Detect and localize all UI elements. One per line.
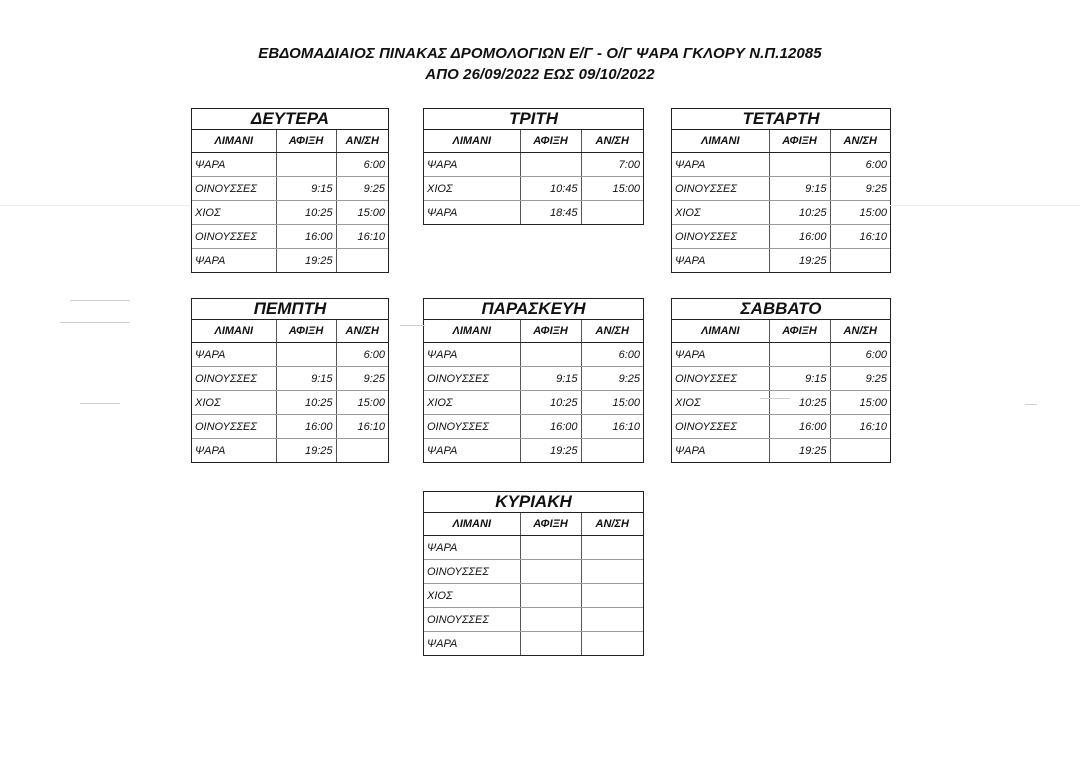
arrival-cell: 19:25 [769,249,830,273]
port-header: ΛΙΜΑΝΙ [672,320,769,343]
port-cell: ΨΑΡΑ [192,153,276,177]
day-name: ΠΑΡΑΣΚΕΥΗ [424,299,643,320]
departure-cell [581,201,643,225]
port-cell: ΧΙΟΣ [192,391,276,415]
departure-cell: 15:00 [581,391,643,415]
arrival-cell [520,343,581,367]
arrival-cell [276,343,336,367]
port-cell: ΨΑΡΑ [672,153,769,177]
timetable [424,513,643,655]
port-cell: ΧΙΟΣ [192,201,276,225]
table-row [424,560,643,584]
port-cell: ΨΑΡΑ [424,153,520,177]
port-cell: ΧΙΟΣ [424,177,520,201]
port-cell: ΟΙΝΟΥΣΣΕΣ [192,415,276,439]
day-name: ΔΕΥΤΕΡΑ [192,109,388,130]
departure-cell: 6:00 [581,343,643,367]
table-row [672,201,890,225]
day-table [423,298,644,463]
port-cell: ΨΑΡΑ [672,439,769,463]
arrival-cell [276,153,336,177]
departure-cell: 16:10 [336,415,388,439]
header-row [424,513,643,536]
port-cell: ΨΑΡΑ [192,439,276,463]
timetable [192,130,388,272]
departure-header: ΑΝ/ΣΗ [581,513,643,536]
arrival-cell [520,632,581,656]
port-cell: ΧΙΟΣ [672,201,769,225]
port-header: ΛΙΜΑΝΙ [424,513,520,536]
departure-cell: 7:00 [581,153,643,177]
departure-cell [581,608,643,632]
day-table [191,108,389,273]
port-cell: ΟΙΝΟΥΣΣΕΣ [672,367,769,391]
departure-cell [581,560,643,584]
day-table [191,298,389,463]
arrival-cell: 10:25 [520,391,581,415]
arrival-cell: 9:15 [769,367,830,391]
arrival-cell: 9:15 [520,367,581,391]
port-cell: ΨΑΡΑ [424,632,520,656]
arrival-cell: 10:25 [769,391,830,415]
port-cell: ΟΙΝΟΥΣΣΕΣ [424,367,520,391]
departure-cell: 9:25 [581,367,643,391]
departure-cell [336,439,388,463]
departure-cell [830,439,890,463]
day-name: ΤΡΙΤΗ [424,109,643,130]
day-table [671,298,891,463]
departure-cell [830,249,890,273]
port-cell: ΨΑΡΑ [424,343,520,367]
day-name: ΤΕΤΑΡΤΗ [672,109,890,130]
departure-header: ΑΝ/ΣΗ [830,130,890,153]
timetable [424,320,643,462]
arrival-cell: 9:15 [276,177,336,201]
departure-cell: 6:00 [336,343,388,367]
departure-cell: 15:00 [830,391,890,415]
table-row [424,415,643,439]
arrival-cell [520,608,581,632]
arrival-cell [769,153,830,177]
table-row [672,439,890,463]
table-row [192,415,388,439]
table-row [672,415,890,439]
departure-header: ΑΝ/ΣΗ [336,320,388,343]
port-cell: ΧΙΟΣ [424,584,520,608]
port-cell: ΧΙΟΣ [672,391,769,415]
port-cell: ΟΙΝΟΥΣΣΕΣ [672,177,769,201]
table-row [424,439,643,463]
timetable [672,130,890,272]
departure-cell: 16:10 [336,225,388,249]
table-row [192,439,388,463]
arrival-cell [520,584,581,608]
table-row [672,249,890,273]
timetable [672,320,890,462]
arrival-cell: 10:45 [520,177,581,201]
port-header: ΛΙΜΑΝΙ [424,320,520,343]
day-name: ΚΥΡΙΑΚΗ [424,492,643,513]
arrival-cell: 16:00 [769,225,830,249]
departure-cell: 15:00 [581,177,643,201]
table-row [192,391,388,415]
departure-cell: 16:10 [830,415,890,439]
arrival-cell: 10:25 [276,391,336,415]
arrival-cell [520,153,581,177]
table-row [424,536,643,560]
table-row [424,201,643,225]
port-cell: ΧΙΟΣ [424,391,520,415]
departure-cell [336,249,388,273]
departure-cell: 16:10 [581,415,643,439]
departure-cell: 15:00 [336,201,388,225]
port-header: ΛΙΜΑΝΙ [192,320,276,343]
table-row [424,177,643,201]
day-table [423,491,644,656]
departure-cell [581,632,643,656]
arrival-cell: 16:00 [276,415,336,439]
port-header: ΛΙΜΑΝΙ [672,130,769,153]
arrival-cell: 19:25 [520,439,581,463]
schedule-date-range: ΑΠΟ 26/09/2022 ΕΩΣ 09/10/2022 [425,66,655,83]
table-row [192,249,388,273]
port-cell: ΨΑΡΑ [672,249,769,273]
port-cell: ΟΙΝΟΥΣΣΕΣ [672,225,769,249]
arrival-cell: 9:15 [276,367,336,391]
timetable [192,320,388,462]
departure-cell: 9:25 [336,177,388,201]
table-row [424,584,643,608]
departure-cell: 15:00 [830,201,890,225]
departure-cell: 15:00 [336,391,388,415]
departure-header: ΑΝ/ΣΗ [581,130,643,153]
arrival-header: ΑΦΙΞΗ [769,130,830,153]
departure-cell: 16:10 [830,225,890,249]
arrival-header: ΑΦΙΞΗ [276,130,336,153]
arrival-cell [769,343,830,367]
table-row [192,225,388,249]
table-row [672,177,890,201]
departure-cell: 9:25 [830,367,890,391]
table-row [424,632,643,656]
departure-cell: 9:25 [830,177,890,201]
port-cell: ΟΙΝΟΥΣΣΕΣ [192,367,276,391]
table-row [672,391,890,415]
table-row [192,177,388,201]
table-row [672,367,890,391]
arrival-cell: 10:25 [276,201,336,225]
departure-cell: 6:00 [830,153,890,177]
departure-header: ΑΝ/ΣΗ [830,320,890,343]
table-row [672,225,890,249]
port-cell: ΨΑΡΑ [672,343,769,367]
port-cell: ΨΑΡΑ [424,536,520,560]
header-row [192,130,388,153]
departure-cell [581,536,643,560]
header-row [192,320,388,343]
arrival-header: ΑΦΙΞΗ [520,513,581,536]
arrival-cell [520,560,581,584]
port-cell: ΟΙΝΟΥΣΣΕΣ [672,415,769,439]
arrival-header: ΑΦΙΞΗ [520,320,581,343]
table-row [424,343,643,367]
departure-cell: 6:00 [336,153,388,177]
port-cell: ΨΑΡΑ [424,201,520,225]
header-row [672,320,890,343]
schedule-title: ΕΒΔΟΜΑΔΙΑΙΟΣ ΠΙΝΑΚΑΣ ΔΡΟΜΟΛΟΓΙΩΝ Ε/Γ - Ο/Γ ΨΑΡΑ ΓΚΛΟΡΥ Ν.Π.12085 [258,45,822,62]
arrival-cell: 9:15 [769,177,830,201]
day-name: ΣΑΒΒΑΤΟ [672,299,890,320]
table-row [192,367,388,391]
table-row [424,608,643,632]
arrival-header: ΑΦΙΞΗ [520,130,581,153]
arrival-cell: 16:00 [276,225,336,249]
arrival-header: ΑΦΙΞΗ [769,320,830,343]
day-name: ΠΕΜΠΤΗ [192,299,388,320]
departure-cell [581,584,643,608]
port-cell: ΨΑΡΑ [424,439,520,463]
arrival-cell: 19:25 [769,439,830,463]
departure-cell [581,439,643,463]
header-row [424,320,643,343]
port-cell: ΟΙΝΟΥΣΣΕΣ [424,415,520,439]
table-row [192,153,388,177]
table-row [192,201,388,225]
port-cell: ΨΑΡΑ [192,343,276,367]
departure-cell: 6:00 [830,343,890,367]
arrival-cell: 19:25 [276,439,336,463]
day-table [671,108,891,273]
departure-header: ΑΝ/ΣΗ [581,320,643,343]
port-cell: ΟΙΝΟΥΣΣΕΣ [424,560,520,584]
arrival-cell: 18:45 [520,201,581,225]
port-cell: ΨΑΡΑ [192,249,276,273]
arrival-cell: 16:00 [520,415,581,439]
port-cell: ΟΙΝΟΥΣΣΕΣ [192,177,276,201]
arrival-cell: 10:25 [769,201,830,225]
arrival-cell [520,536,581,560]
table-row [424,153,643,177]
table-row [424,367,643,391]
header-row [672,130,890,153]
port-header: ΛΙΜΑΝΙ [192,130,276,153]
table-row [192,343,388,367]
day-table [423,108,644,225]
table-row [424,391,643,415]
port-cell: ΟΙΝΟΥΣΣΕΣ [192,225,276,249]
arrival-cell: 19:25 [276,249,336,273]
port-header: ΛΙΜΑΝΙ [424,130,520,153]
arrival-header: ΑΦΙΞΗ [276,320,336,343]
table-row [672,153,890,177]
timetable [424,130,643,224]
table-row [672,343,890,367]
departure-cell: 9:25 [336,367,388,391]
port-cell: ΟΙΝΟΥΣΣΕΣ [424,608,520,632]
arrival-cell: 16:00 [769,415,830,439]
departure-header: ΑΝ/ΣΗ [336,130,388,153]
header-row [424,130,643,153]
